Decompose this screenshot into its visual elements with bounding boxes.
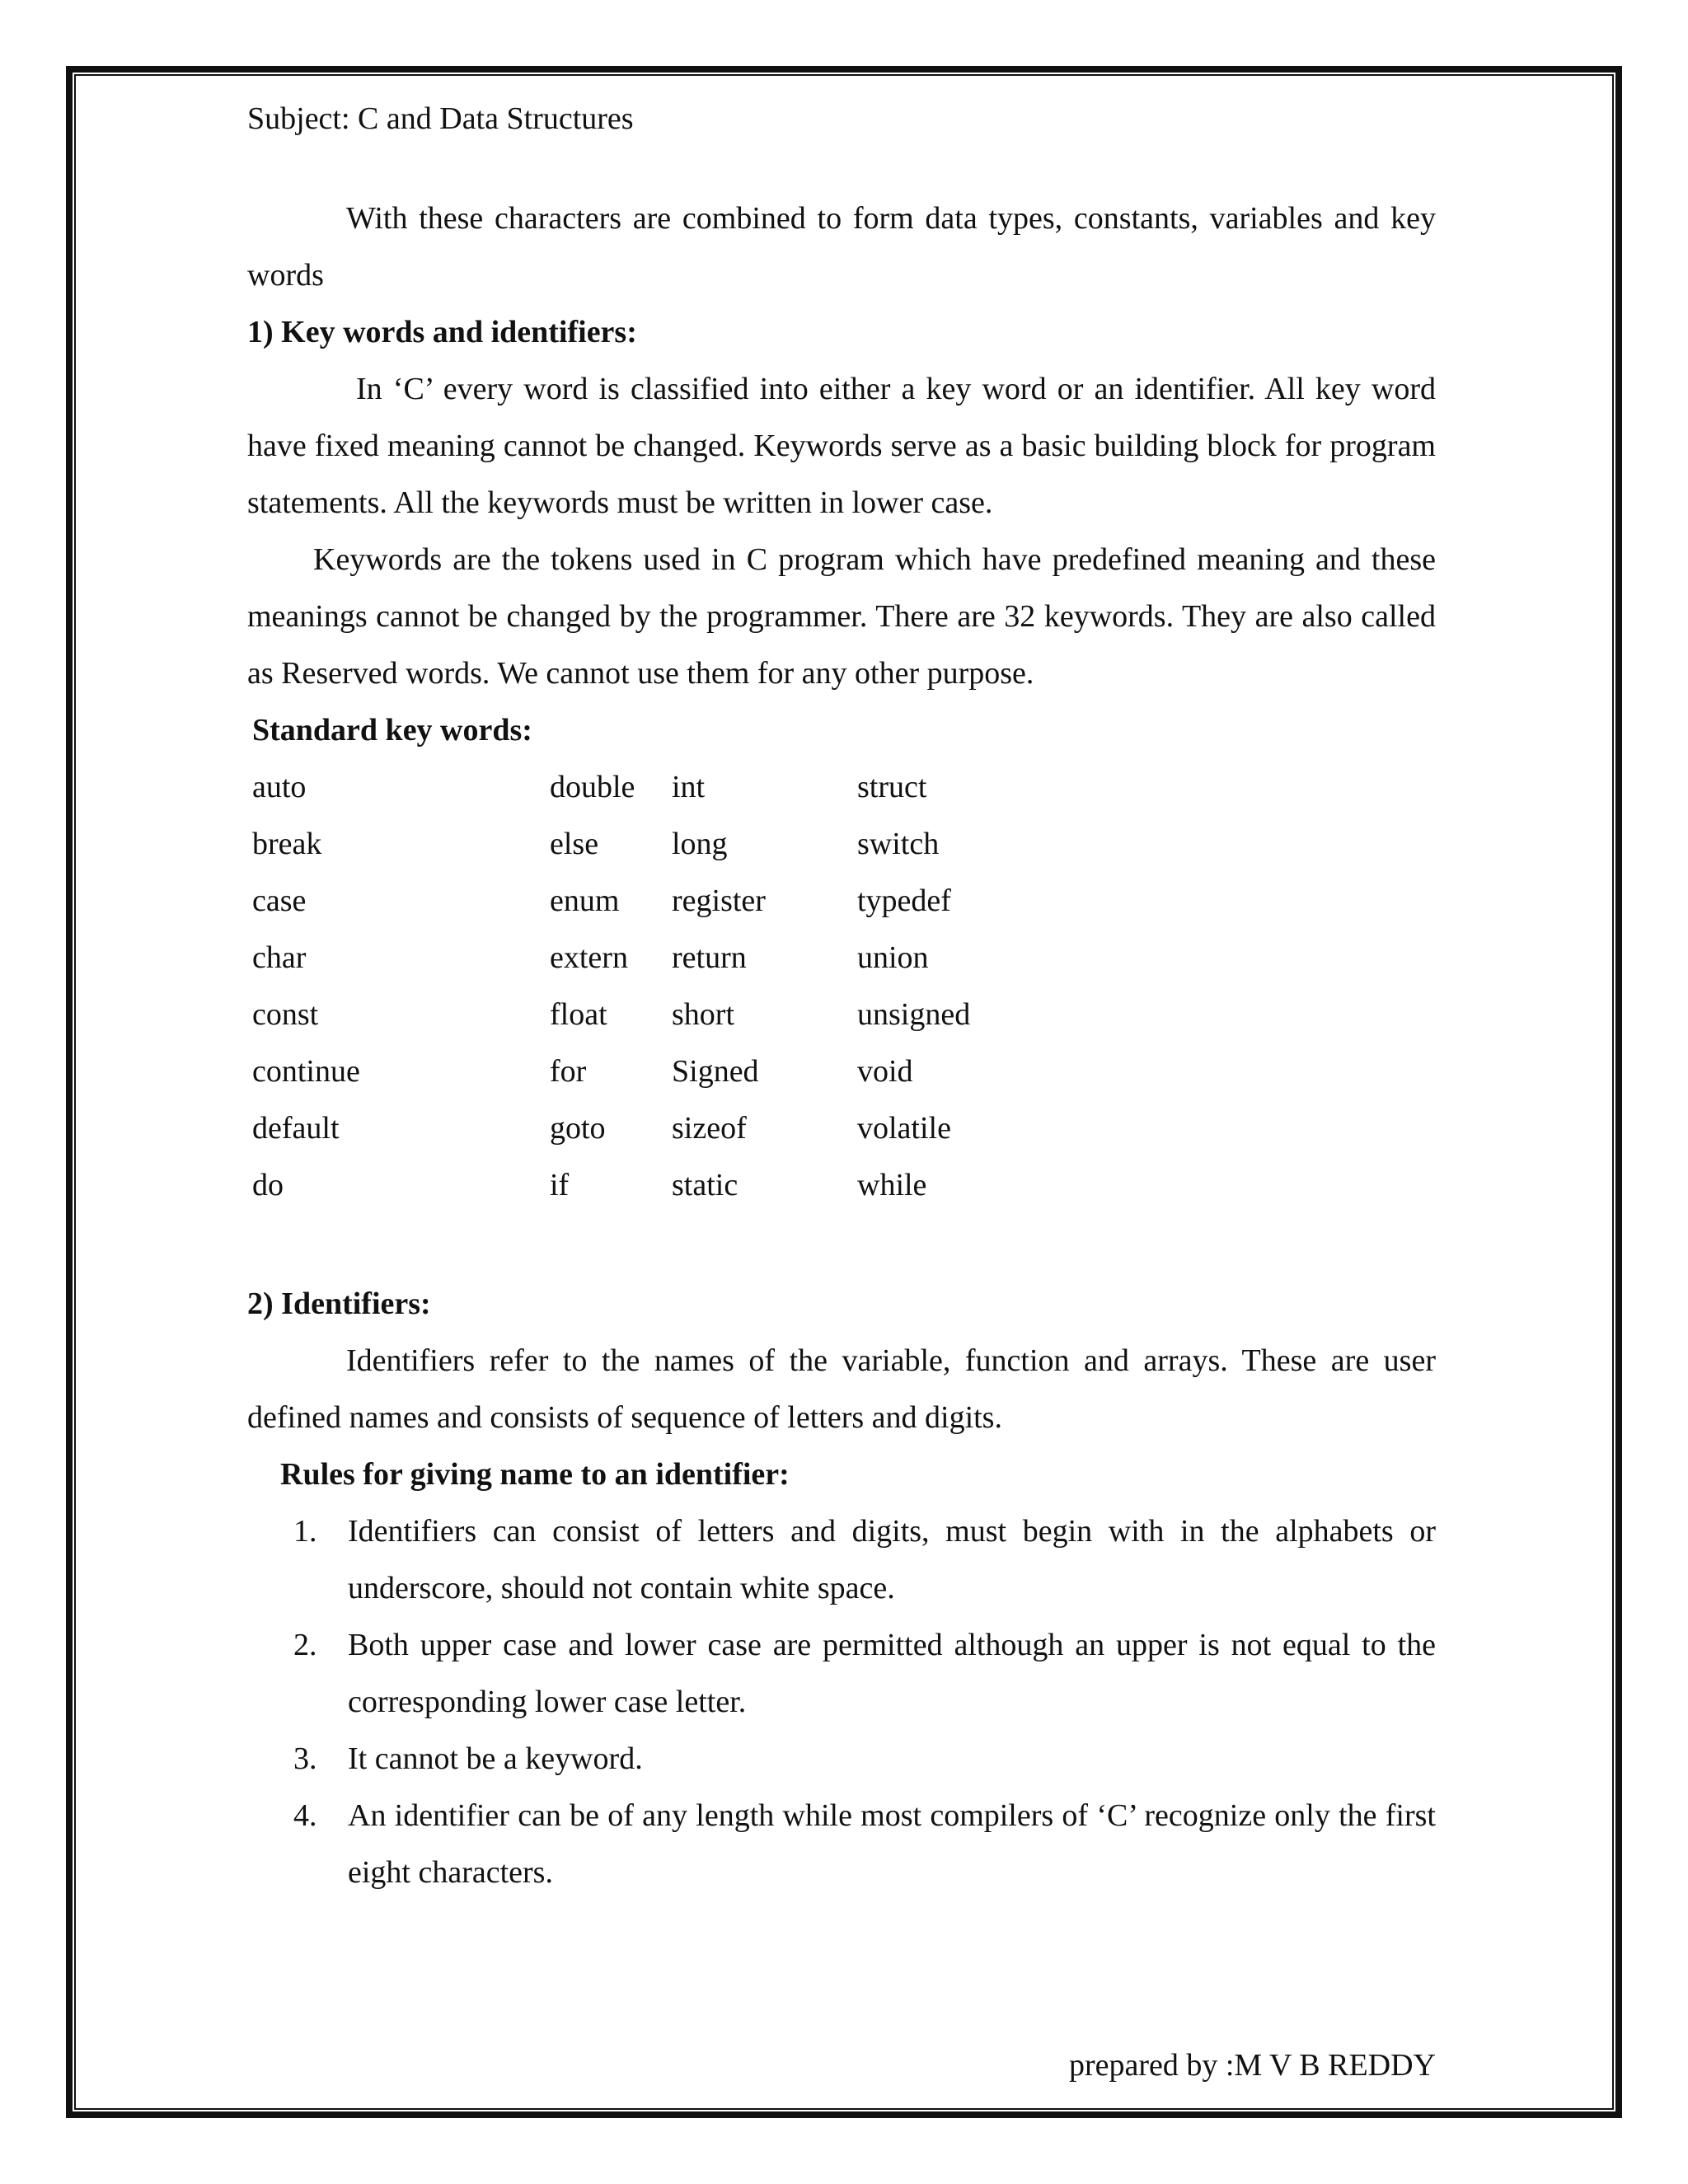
list-item-number: 1. (293, 1514, 317, 1549)
list-item-number: 3. (293, 1741, 317, 1776)
list-item (288, 1617, 1436, 1731)
keywords-paragraph-1: In ‘C’ every word is classified into either a key word or an identifier. All key word have fixed meaning cannot be changed. Keywords serve as a basic building block for program statements. All the keywords must be written in lower case. (247, 372, 1436, 520)
list-item (288, 1503, 1436, 1617)
keyword-cell: char (252, 940, 307, 975)
rules-list (288, 1503, 1436, 1901)
section-heading-identifiers: 2) Identifiers: (247, 1286, 431, 1321)
keyword-cell: long (672, 827, 728, 861)
keyword-cell: union (857, 940, 929, 975)
identifiers-paragraph: Identifiers refer to the names of the variable, function and arrays. These are user defined names and consists of sequence of letters and digits. (247, 1343, 1436, 1435)
table-row (252, 987, 1022, 1043)
subject-header: Subject: C and Data Structures (247, 101, 634, 136)
keyword-cell: short (672, 997, 734, 1032)
table-row (252, 1100, 1022, 1157)
keywords-table (252, 759, 1022, 1214)
table-row (252, 1157, 1022, 1214)
keyword-cell: default (252, 1111, 340, 1146)
keyword-cell: sizeof (672, 1111, 747, 1146)
keyword-cell: else (550, 827, 599, 861)
keyword-cell: return (672, 940, 747, 975)
list-item-text: It cannot be a keyword. (348, 1741, 643, 1776)
table-row (252, 930, 1022, 987)
list-item-number: 2. (293, 1628, 317, 1662)
keyword-cell: case (252, 883, 307, 918)
list-item-text: Identifiers can consist of letters and digits, must begin with in the alphabets or underscore, should not contain white space. (348, 1514, 1436, 1605)
rules-heading: Rules for giving name to an identifier: (280, 1457, 790, 1492)
keyword-cell: float (550, 997, 607, 1032)
keyword-cell: volatile (857, 1111, 951, 1146)
standard-keywords-heading: Standard key words: (252, 713, 532, 748)
table-row (252, 816, 1022, 873)
keyword-cell: static (672, 1168, 738, 1202)
keyword-cell: unsigned (857, 997, 971, 1032)
list-item-text: An identifier can be of any length while most compilers of ‘C’ recognize only the first eight characters. (348, 1798, 1436, 1890)
list-item (288, 1731, 1436, 1788)
list-item-number: 4. (293, 1798, 317, 1833)
keyword-cell: void (857, 1054, 913, 1089)
keyword-cell: if (550, 1168, 570, 1202)
keyword-cell: enum (550, 883, 620, 918)
keyword-cell: extern (550, 940, 628, 975)
intro-paragraph: With these characters are combined to form data types, constants, variables and key words (247, 201, 1436, 293)
keyword-cell: register (672, 883, 766, 918)
keyword-cell: int (672, 770, 706, 804)
keyword-cell: typedef (857, 883, 951, 918)
list-item (288, 1788, 1436, 1901)
keyword-cell: const (252, 997, 319, 1032)
list-item-text: Both upper case and lower case are permitted although an upper is not equal to the corresponding lower case letter. (348, 1628, 1436, 1719)
keyword-cell: while (857, 1168, 927, 1202)
table-row (252, 759, 1022, 816)
keyword-cell: continue (252, 1054, 360, 1089)
keywords-paragraph-2: Keywords are the tokens used in C program which have predefined meaning and these meanings cannot be changed by the programmer. There are 32 keywords. They are also called as Reserved words. We cannot use them for any other purpose. (247, 542, 1436, 691)
table-row (252, 873, 1022, 930)
keyword-cell: auto (252, 770, 307, 804)
keyword-cell: struct (857, 770, 927, 804)
keyword-cell: switch (857, 827, 940, 861)
keyword-cell: goto (550, 1111, 606, 1146)
prepared-by-footer: prepared by :M V B REDDY (1068, 2048, 1436, 2083)
keyword-cell: break (252, 827, 322, 861)
keyword-cell: do (252, 1168, 284, 1202)
keyword-cell: double (550, 770, 635, 804)
keyword-cell: for (550, 1054, 587, 1089)
keyword-cell: Signed (672, 1054, 759, 1089)
table-row (252, 1043, 1022, 1100)
section-heading-keywords-identifiers: 1) Key words and identifiers: (247, 315, 637, 349)
